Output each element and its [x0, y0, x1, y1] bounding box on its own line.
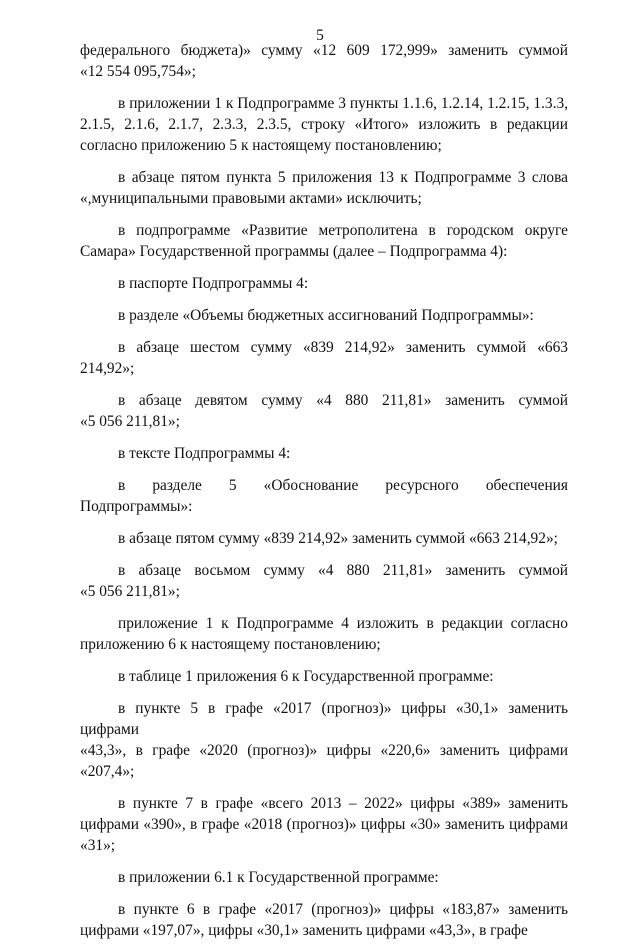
paragraph: [80, 40, 568, 82]
paragraph: [80, 93, 568, 156]
text-line: 2.1.5, 2.1.6, 2.1.7, 2.3.3, 2.3.5, строку «Итого» изложить в редакции: [80, 116, 568, 133]
text-line: в разделе 5 «Обоснование ресурсного обеспечения Подпрограммы»:: [80, 477, 568, 515]
paragraph: [80, 443, 568, 464]
paragraph: [80, 613, 568, 655]
text-line: цифрами «390», в графе «2018 (прогноз)» цифры «30» заменить цифрами: [80, 816, 568, 833]
text-line: в абзаце восьмом сумму «4 880 211,81» заменить суммой: [118, 562, 568, 579]
text-line: приложение 1 к Подпрограмме 4 изложить в редакции согласно: [118, 615, 568, 632]
paragraph: [80, 899, 568, 941]
text-line: федерального бюджета)» сумму «12 609 172,999» заменить суммой: [80, 42, 568, 59]
paragraph: [80, 666, 568, 687]
text-line: «,муниципальными правовыми актами» исключить;: [80, 190, 422, 207]
text-line: цифрами «197,07», цифры «30,1» заменить цифрами «43,3», в графе: [80, 922, 528, 939]
text-line: в абзаце девятом сумму «4 880 211,81» заменить суммой: [118, 392, 568, 409]
paragraph: [80, 337, 568, 379]
text-line: «12 554 095,754»;: [80, 63, 196, 80]
paragraph: [80, 698, 568, 782]
text-line: в подпрограмме «Развитие метрополитена в городском округе: [118, 222, 568, 239]
text-line: Самара» Государственной программы (далее – Подпрограмма 4):: [80, 243, 508, 260]
text-line: в пункте 5 в графе «2017 (прогноз)» цифры «30,1» заменить цифрами: [80, 700, 568, 738]
text-line: согласно приложению 5 к настоящему постановлению;: [80, 137, 442, 154]
text-line: в тексте Подпрограммы 4:: [118, 445, 291, 462]
paragraph: [80, 793, 568, 856]
paragraph: [80, 867, 568, 888]
page-number: 5: [316, 27, 324, 44]
text-line: «31»;: [80, 837, 116, 854]
text-line: «5 056 211,81»;: [80, 583, 180, 600]
text-line: в абзаце пятом пункта 5 приложения 13 к Подпрограмме 3 слова: [118, 169, 568, 186]
text-line: в приложении 6.1 к Государственной программе:: [118, 869, 439, 886]
text-line: в пункте 6 в графе «2017 (прогноз)» цифры «183,87» заменить: [118, 901, 568, 918]
text-line: «207,4»;: [80, 763, 135, 780]
paragraph: [80, 273, 568, 294]
text-line: в пункте 7 в графе «всего 2013 – 2022» цифры «389» заменить: [118, 795, 568, 812]
text-line: приложению 6 к настоящему постановлению;: [80, 636, 381, 653]
paragraph: [80, 475, 568, 517]
document-body: [80, 40, 568, 952]
paragraph: [80, 390, 568, 432]
paragraph: [80, 167, 568, 209]
text-line: в абзаце пятом сумму «839 214,92» заменить суммой «663 214,92»;: [118, 530, 558, 547]
paragraph: [80, 560, 568, 602]
text-line: в разделе «Объемы бюджетных ассигнований Подпрограммы»:: [118, 307, 534, 324]
text-line: в абзаце шестом сумму «839 214,92» заменить суммой «663 214,92»;: [80, 339, 568, 377]
text-line: в паспорте Подпрограммы 4:: [118, 275, 309, 292]
text-line: «5 056 211,81»;: [80, 413, 180, 430]
text-line: в таблице 1 приложения 6 к Государственной программе:: [118, 668, 494, 685]
text-line: в приложении 1 к Подпрограмме 3 пункты 1.1.6, 1.2.14, 1.2.15, 1.3.3,: [118, 95, 568, 112]
text-line: «43,3», в графе «2020 (прогноз)» цифры «220,6» заменить цифрами: [80, 742, 568, 759]
paragraph: [80, 528, 568, 549]
paragraph: [80, 305, 568, 326]
paragraph: [80, 220, 568, 262]
